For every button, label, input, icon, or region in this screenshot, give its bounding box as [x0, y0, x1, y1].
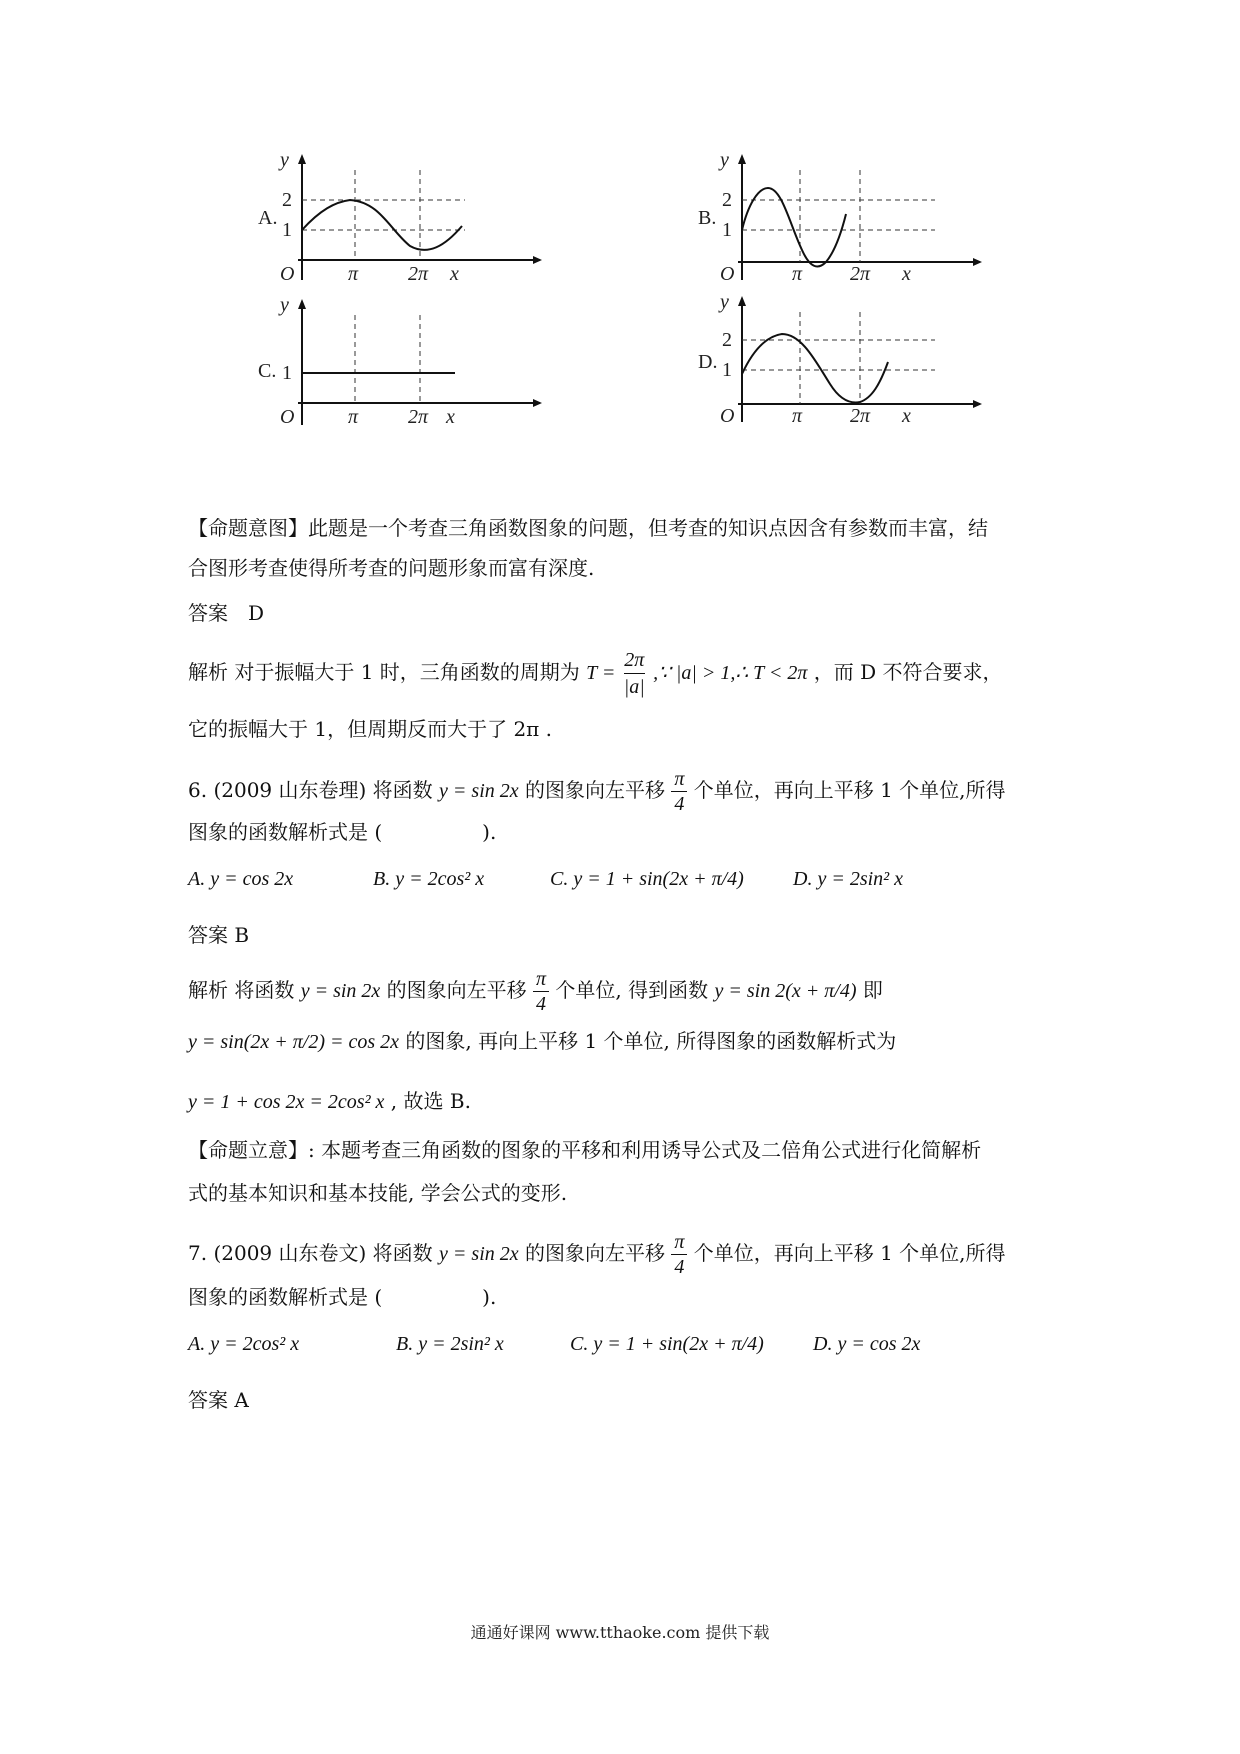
q6-frac-den: 4 [674, 793, 685, 815]
graph-a-x-axis-label: x [450, 263, 459, 285]
graph-b-xtick-2pi: 2π [850, 263, 871, 285]
answer-5: 答案 D [188, 601, 265, 625]
graph-c-xtick-2pi: 2π [408, 406, 429, 428]
q6-text-c: 个单位，再向上平移 1 个单位,所得 [693, 778, 1006, 802]
graph-d-xtick-2pi: 2π [850, 405, 871, 427]
graph-b-xtick-pi: π [792, 263, 803, 285]
q7-text-b: 的图象向左平移 [524, 1241, 665, 1265]
q7-option-a: A. y = 2cos² x [188, 1333, 300, 1355]
graph-d-letter: D. [698, 351, 718, 373]
analysis-6-line-2-math: y = sin(2x + π/2) = cos 2x [188, 1031, 400, 1053]
analysis-6-math-b: y = sin 2(x + π/4) [714, 980, 857, 1002]
graph-a-y-axis-label: y [280, 150, 289, 171]
analysis-5-frac-num: 2π [624, 647, 645, 674]
analysis-6-frac-num: π [533, 967, 549, 992]
q7-text-a: 7. (2009 山东卷文) 将函数 [188, 1241, 433, 1265]
analysis-5-suffix: ，而 D 不符合要求， [813, 660, 1003, 684]
analysis-5-prefix: 解析 对于振幅大于 1 时，三角函数的周期为 [188, 660, 580, 684]
analysis-6-line-2 [188, 1026, 896, 1057]
graph-b-curve [742, 188, 846, 266]
graph-a-ytick-1: 1 [282, 219, 292, 241]
analysis-6-fraction [533, 967, 549, 1016]
graph-a-xtick-pi: π [348, 263, 359, 285]
intent-line-1: 【命题意图】此题是一个考查三角函数图象的问题，但考查的知识点因含有参数而丰富，结 [188, 516, 988, 540]
graph-d [690, 292, 990, 432]
analysis-6-frac-den: 4 [536, 993, 547, 1015]
analysis-6-text-c: 个单位, 得到函数 [555, 978, 709, 1002]
graph-d-curve [742, 334, 888, 402]
answer-7: 答案 A [188, 1388, 249, 1412]
graph-b-y-axis-label: y [720, 150, 729, 171]
question-6-line-1 [188, 767, 1006, 816]
graph-a-letter: A. [258, 207, 278, 229]
graph-a [250, 150, 550, 290]
q6-fraction [671, 767, 687, 816]
graph-d-ytick-1: 1 [722, 359, 732, 381]
graph-c-ytick-1: 1 [282, 362, 292, 384]
q6-option-a: A. y = cos 2x [188, 868, 294, 890]
graph-c-x-axis-label: x [446, 406, 455, 428]
graph-b [690, 150, 990, 290]
q7-fraction [671, 1230, 687, 1279]
q6-option-b: B. y = 2cos² x [373, 868, 485, 890]
analysis-5-frac-den: |a| [623, 676, 645, 698]
graph-a-origin: O [280, 263, 295, 285]
graph-c-xtick-pi: π [348, 406, 359, 428]
question-7-options [188, 1333, 948, 1367]
question-7-line-1 [188, 1230, 1006, 1279]
analysis-5-formula-rest: ,∵ |a| > 1,∴ T < 2π [653, 662, 808, 684]
q6-frac-num: π [671, 767, 687, 792]
analysis-5-line-2: 它的振幅大于 1，但周期反而大于了 2π . [188, 717, 553, 741]
q6-option-c: C. y = 1 + sin(2x + π/4) [550, 868, 744, 890]
analysis-6-text-d: 即 [862, 978, 883, 1002]
q7-option-c: C. y = 1 + sin(2x + π/4) [570, 1333, 764, 1355]
analysis-6-line-3 [188, 1086, 471, 1117]
graph-c-letter: C. [258, 360, 277, 382]
question-6-options [188, 868, 948, 902]
graph-c [250, 295, 550, 435]
analysis-6-line-2-text: 的图象, 再向上平移 1 个单位, 所得图象的函数解析式为 [405, 1029, 897, 1053]
q6-text-a: 6. (2009 山东卷理) 将函数 [188, 778, 433, 802]
q6-math-a: y = sin 2x [439, 780, 519, 802]
graph-b-ytick-2: 2 [722, 189, 732, 211]
q6-text-b: 的图象向左平移 [524, 778, 665, 802]
q7-math-a: y = sin 2x [439, 1243, 519, 1265]
q7-option-d: D. y = cos 2x [813, 1333, 921, 1355]
analysis-6-text-a: 解析 将函数 [188, 978, 295, 1002]
question-6-line-2: 图象的函数解析式是 ( ). [188, 820, 497, 844]
graph-b-origin: O [720, 263, 735, 285]
purpose-line-1: 【命题立意】: 本题考查三角函数的图象的平移和利用诱导公式及二倍角公式进行化简解析 [188, 1138, 982, 1162]
graph-d-x-axis-label: x [902, 405, 911, 427]
graph-d-xtick-pi: π [792, 405, 803, 427]
graph-a-xtick-2pi: 2π [408, 263, 429, 285]
graph-b-letter: B. [698, 207, 717, 229]
analysis-6-text-b: 的图象向左平移 [386, 978, 527, 1002]
analysis-6-line-3-math: y = 1 + cos 2x = 2cos² x [188, 1091, 385, 1113]
graph-a-curve [302, 200, 462, 250]
question-7-line-2: 图象的函数解析式是 ( ). [188, 1285, 497, 1309]
q7-option-b: B. y = 2sin² x [396, 1333, 504, 1355]
graph-c-y-axis-label: y [280, 295, 289, 316]
q7-text-c: 个单位，再向上平移 1 个单位,所得 [693, 1241, 1006, 1265]
q7-frac-num: π [671, 1230, 687, 1255]
analysis-5-fraction [624, 647, 645, 700]
analysis-6-math-a: y = sin 2x [300, 980, 381, 1002]
graph-d-y-axis-label: y [720, 292, 729, 313]
q7-frac-den: 4 [674, 1256, 685, 1278]
graph-d-ytick-2: 2 [722, 329, 732, 351]
graph-d-origin: O [720, 405, 735, 427]
analysis-6-line-1 [188, 967, 883, 1016]
graph-b-x-axis-label: x [902, 263, 911, 285]
analysis-6-line-3-text: , 故选 B. [390, 1089, 471, 1113]
analysis-5-formula-lhs: T = [586, 662, 616, 684]
answer-6: 答案 B [188, 923, 250, 947]
page-footer: 通通好课网 www.tthaoke.com 提供下载 [470, 1623, 770, 1642]
q6-option-d: D. y = 2sin² x [793, 868, 904, 890]
graph-c-origin: O [280, 406, 295, 428]
purpose-line-2: 式的基本知识和基本技能, 学会公式的变形. [188, 1181, 568, 1205]
graph-b-ytick-1: 1 [722, 219, 732, 241]
intent-line-2: 合图形考查使得所考查的问题形象而富有深度. [188, 556, 595, 580]
analysis-5-line-1 [188, 647, 1002, 700]
graph-a-ytick-2: 2 [282, 189, 292, 211]
